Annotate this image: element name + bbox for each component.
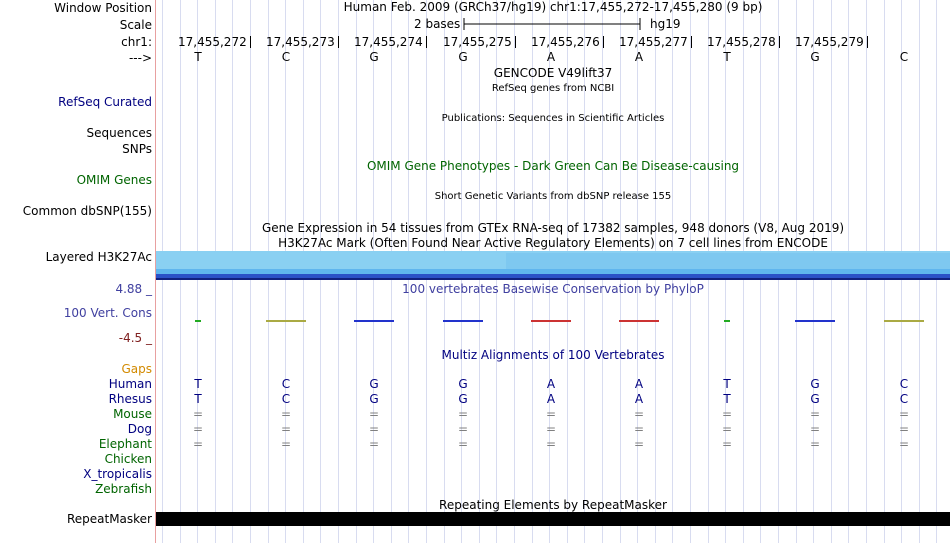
- coordinate-tick: [338, 36, 339, 48]
- species-label-human[interactable]: Human: [108, 377, 152, 391]
- species-label-dog[interactable]: Dog: [127, 422, 152, 436]
- omim-track-title: OMIM Gene Phenotypes - Dark Green Can Be Disease-causing: [366, 159, 740, 173]
- coordinate-label: 17,455,279: [795, 35, 864, 49]
- strand-label: --->: [128, 51, 152, 65]
- alignment-base-rhesus: T: [194, 392, 202, 406]
- sequence-base: T: [723, 50, 731, 64]
- genome-browser-track-image[interactable]: [156, 0, 950, 543]
- gtex-track-title: Gene Expression in 54 tissues from GTEx RNA-seq of 17382 samples, 948 donors (V8, Aug 2019): [261, 221, 845, 235]
- sequence-base: A: [634, 50, 644, 64]
- h3k27ac-layer-peak: [506, 253, 950, 269]
- track-label-cons[interactable]: 100 Vert. Cons: [63, 306, 152, 320]
- coordinate-label: 17,455,272: [178, 35, 247, 49]
- conservation-mark: [724, 320, 730, 322]
- track-label-h3k27ac[interactable]: Layered H3K27Ac: [45, 250, 152, 264]
- coordinate-label: 17,455,278: [707, 35, 776, 49]
- h3k27ac-signal[interactable]: [156, 251, 950, 280]
- cons-min-label: -4.5 _: [118, 331, 152, 345]
- track-label-column: [0, 0, 155, 543]
- alignment-base-rhesus: C: [899, 392, 909, 406]
- sequence-base: G: [810, 50, 820, 64]
- sequence-base: C: [899, 50, 909, 64]
- dbsnp-track-title: Short Genetic Variants from dbSNP release 155: [434, 191, 672, 202]
- alignment-base-rhesus: G: [810, 392, 820, 406]
- alignment-base-dog: =: [457, 422, 469, 436]
- publications-track-title: Publications: Sequences in Scientific Articles: [441, 113, 665, 124]
- alignment-base-mouse: =: [457, 407, 469, 421]
- conservation-mark: [195, 320, 201, 322]
- coordinate-label: 17,455,273: [266, 35, 335, 49]
- alignment-base-dog: =: [545, 422, 557, 436]
- conservation-mark: [443, 320, 483, 322]
- alignment-base-rhesus: A: [546, 392, 556, 406]
- alignment-base-human: C: [899, 377, 909, 391]
- alignment-base-mouse: =: [809, 407, 821, 421]
- alignment-base-dog: =: [192, 422, 204, 436]
- track-label-repeatmasker[interactable]: RepeatMasker: [66, 512, 152, 526]
- scale-text: 2 bases: [414, 17, 461, 31]
- sequence-base: A: [546, 50, 556, 64]
- conservation-mark: [795, 320, 835, 322]
- coordinate-tick: [691, 36, 692, 48]
- scale-label: Scale: [119, 18, 152, 32]
- alignment-base-human: A: [546, 377, 556, 391]
- alignment-base-human: G: [369, 377, 379, 391]
- alignment-base-human: A: [634, 377, 644, 391]
- alignment-base-dog: =: [721, 422, 733, 436]
- coordinate-tick: [426, 36, 427, 48]
- species-label-chicken[interactable]: Chicken: [104, 452, 152, 466]
- alignment-base-rhesus: C: [281, 392, 291, 406]
- window-position-label: Window Position: [54, 1, 152, 15]
- window-position-text: Human Feb. 2009 (GRCh37/hg19) chr1:17,455,272-17,455,280 (9 bp): [343, 0, 763, 14]
- coordinate-tick: [603, 36, 604, 48]
- phylop-track-title: 100 vertebrates Basewise Conservation by PhyloP: [402, 282, 704, 296]
- conservation-mark: [354, 320, 394, 322]
- track-label-refseq[interactable]: RefSeq Curated: [58, 95, 152, 109]
- alignment-base-elephant: =: [898, 437, 910, 451]
- alignment-base-mouse: =: [721, 407, 733, 421]
- alignment-base-mouse: =: [280, 407, 292, 421]
- alignment-base-mouse: =: [633, 407, 645, 421]
- alignment-base-mouse: =: [192, 407, 204, 421]
- coordinate-label: 17,455,275: [443, 35, 512, 49]
- track-label-dbsnp[interactable]: Common dbSNP(155): [22, 204, 152, 218]
- coordinate-label: 17,455,277: [619, 35, 688, 49]
- refseq-track-subtitle: RefSeq genes from NCBI: [491, 83, 615, 94]
- sequence-base: G: [458, 50, 468, 64]
- alignment-base-mouse: =: [545, 407, 557, 421]
- h3k27ac-layer-base: [156, 278, 950, 280]
- coordinate-tick: [250, 36, 251, 48]
- alignment-base-dog: =: [280, 422, 292, 436]
- species-label-elephant[interactable]: Elephant: [98, 437, 152, 451]
- alignment-base-mouse: =: [368, 407, 380, 421]
- chromosome-label: chr1:: [121, 35, 152, 49]
- repeatmasker-track-title: Repeating Elements by RepeatMasker: [439, 498, 667, 512]
- gencode-track-title[interactable]: GENCODE V49lift37: [493, 66, 613, 80]
- alignment-base-rhesus: A: [634, 392, 644, 406]
- alignment-base-elephant: =: [368, 437, 380, 451]
- track-label-snps[interactable]: SNPs: [122, 142, 152, 156]
- alignment-base-human: C: [281, 377, 291, 391]
- alignment-base-rhesus: T: [723, 392, 731, 406]
- alignment-base-rhesus: G: [369, 392, 379, 406]
- alignment-base-elephant: =: [192, 437, 204, 451]
- conservation-mark: [619, 320, 659, 322]
- conservation-mark: [266, 320, 306, 322]
- alignment-base-human: T: [194, 377, 202, 391]
- multiz-track-title: Multiz Alignments of 100 Vertebrates: [441, 348, 665, 362]
- sequence-base: C: [281, 50, 291, 64]
- conservation-mark: [884, 320, 924, 322]
- alignment-base-rhesus: G: [458, 392, 468, 406]
- cons-max-label: 4.88 _: [115, 282, 152, 296]
- sequence-base: G: [369, 50, 379, 64]
- track-label-sequences[interactable]: Sequences: [86, 126, 152, 140]
- alignment-base-human: G: [458, 377, 468, 391]
- alignment-base-dog: =: [809, 422, 821, 436]
- alignment-base-elephant: =: [721, 437, 733, 451]
- repeatmasker-element[interactable]: [156, 512, 950, 526]
- alignment-base-dog: =: [898, 422, 910, 436]
- coordinate-tick: [867, 36, 868, 48]
- coordinate-label: 17,455,276: [531, 35, 600, 49]
- coordinate-tick: [779, 36, 780, 48]
- alignment-base-elephant: =: [457, 437, 469, 451]
- alignment-base-dog: =: [368, 422, 380, 436]
- coordinate-tick: [515, 36, 516, 48]
- alignment-base-elephant: =: [809, 437, 821, 451]
- alignment-base-human: T: [723, 377, 731, 391]
- species-label-rhesus[interactable]: Rhesus: [108, 392, 152, 406]
- alignment-base-human: G: [810, 377, 820, 391]
- sequence-base: T: [194, 50, 202, 64]
- species-label-mouse[interactable]: Mouse: [113, 407, 152, 421]
- species-label-x-tropicalis[interactable]: X_tropicalis: [83, 467, 152, 481]
- alignment-base-elephant: =: [280, 437, 292, 451]
- alignment-base-dog: =: [633, 422, 645, 436]
- track-label-gaps[interactable]: Gaps: [121, 362, 152, 376]
- h3k27ac-track-title: H3K27Ac Mark (Often Found Near Active Regulatory Elements) on 7 cell lines from ENCODE: [278, 236, 828, 250]
- conservation-mark: [531, 320, 571, 322]
- alignment-base-mouse: =: [898, 407, 910, 421]
- alignment-base-elephant: =: [545, 437, 557, 451]
- alignment-base-elephant: =: [633, 437, 645, 451]
- coordinate-label: 17,455,274: [354, 35, 423, 49]
- track-label-omim[interactable]: OMIM Genes: [76, 173, 152, 187]
- scale-bar: [462, 17, 642, 31]
- species-label-zebrafish[interactable]: Zebrafish: [95, 482, 152, 496]
- scale-assembly: hg19: [650, 17, 681, 31]
